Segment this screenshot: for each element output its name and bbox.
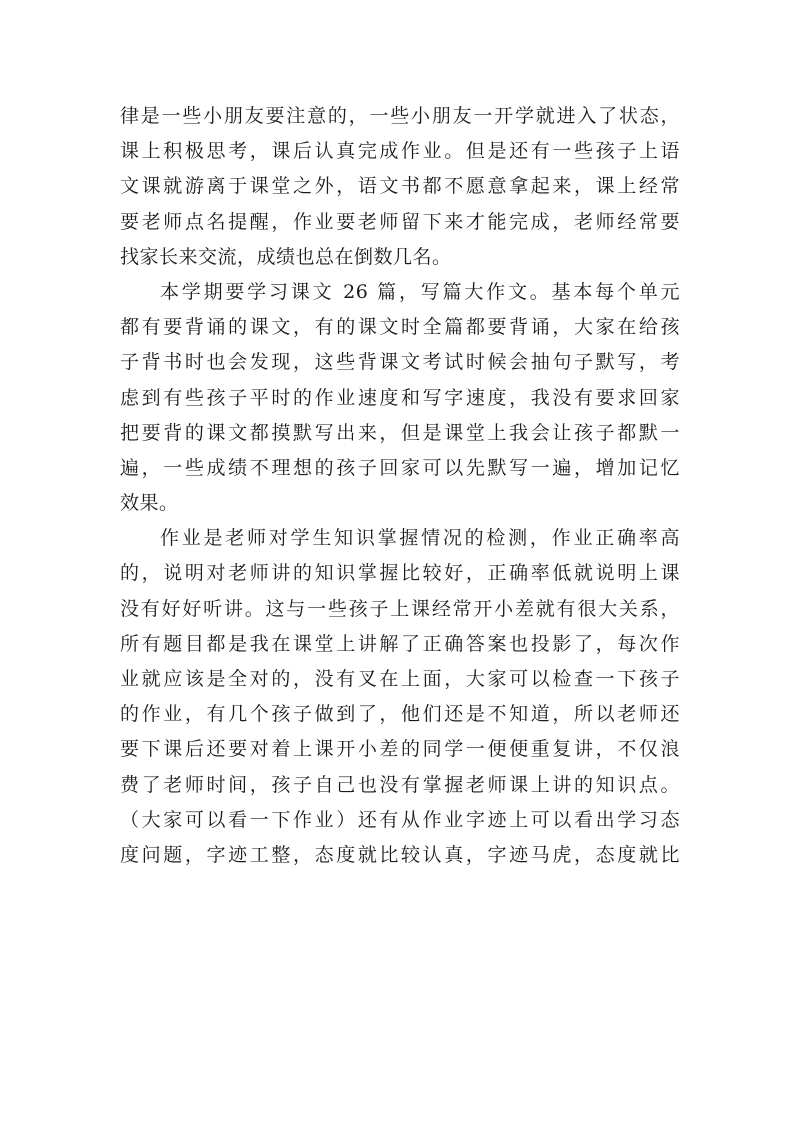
text-line: 子背书时也会发现，这些背课文考试时候会抽句子默写，考 <box>120 351 680 374</box>
text-line: 要老师点名提醒，作业要老师留下来才能完成，老师经常要 <box>120 210 680 233</box>
text-line: 文课就游离于课堂之外，语文书都不愿意拿起来，课上经常 <box>120 175 680 198</box>
text-line: 所有题目都是我在课堂上讲解了正确答案也投影了，每次作 <box>120 632 680 655</box>
text-line: 费了老师时间，孩子自己也没有掌握老师课上讲的知识点。 <box>120 773 680 796</box>
text-line: 虑到有些孩子平时的作业速度和写字速度，我没有要求回家 <box>120 386 680 409</box>
text-line: 都有要背诵的课文，有的课文时全篇都要背诵，大家在给孩 <box>120 316 680 339</box>
text-line: 遍，一些成绩不理想的孩子回家可以先默写一遍，增加记忆 <box>120 456 680 479</box>
text-line: 找家长来交流，成绩也总在倒数几名。 <box>120 245 452 268</box>
text-line: 把要背的课文都摸默写出来，但是课堂上我会让孩子都默一 <box>120 421 680 444</box>
body-text <box>120 99 680 873</box>
text-line: 要下课后还要对着上课开小差的同学一便便重复讲，不仅浪 <box>120 738 680 761</box>
text-line: 作业是老师对学生知识掌握情况的检测，作业正确率高 <box>160 527 680 550</box>
text-line: 课上积极思考，课后认真完成作业。但是还有一些孩子上语 <box>120 140 680 163</box>
text-line: 本学期要学习课文 26 篇，写篇大作文。基本每个单元 <box>160 280 680 303</box>
text-line: 度问题，字迹工整，态度就比较认真，字迹马虎，态度就比 <box>120 843 680 866</box>
text-line: （大家可以看一下作业）还有从作业字迹上可以看出学习态 <box>120 808 680 831</box>
text-line: 效果。 <box>120 492 179 515</box>
text-line: 的作业，有几个孩子做到了，他们还是不知道，所以老师还 <box>120 703 680 726</box>
text-line: 律是一些小朋友要注意的，一些小朋友一开学就进入了状态， <box>120 105 680 127</box>
text-line: 的，说明对老师讲的知识掌握比较好，正确率低就说明上课 <box>120 562 680 585</box>
text-line: 没有好好听讲。这与一些孩子上课经常开小差就有很大关系， <box>120 597 680 620</box>
text-line: 业就应该是全对的，没有叉在上面，大家可以检查一下孩子 <box>120 668 680 690</box>
